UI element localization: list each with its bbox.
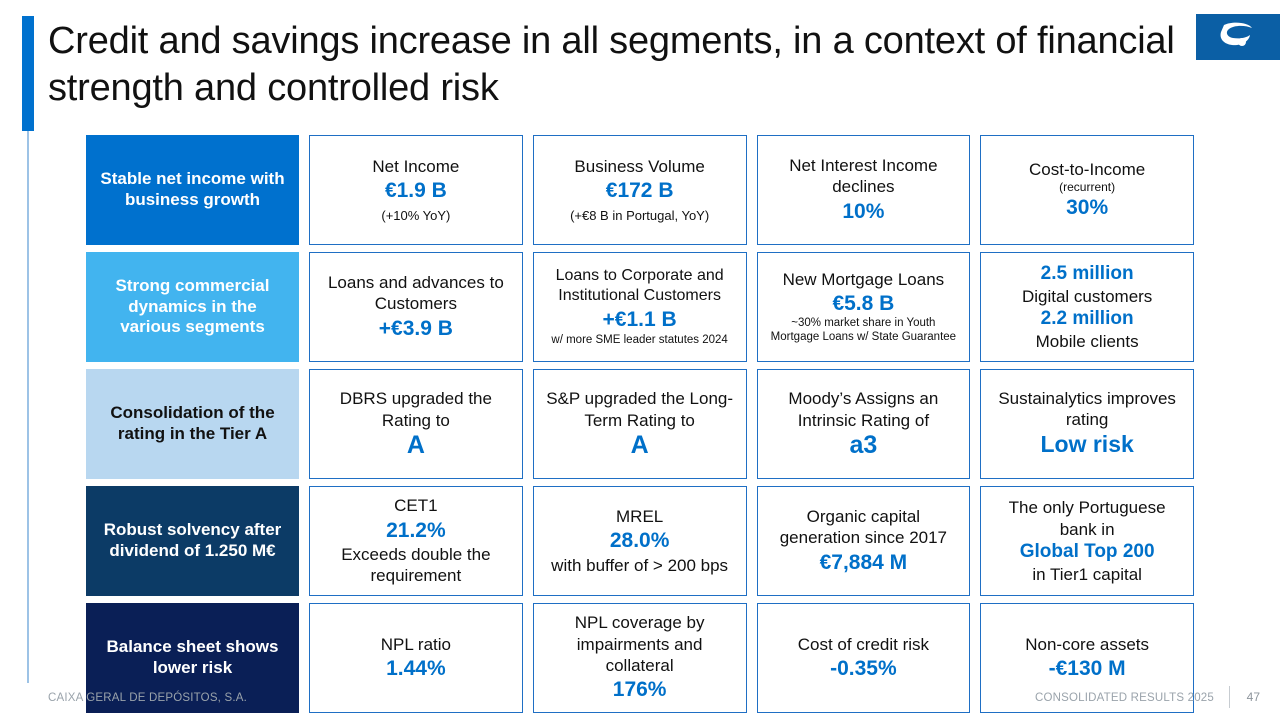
card-value: +€1.1 B: [602, 308, 677, 332]
card-label: Loans to Corporate and Institutional Customers: [555, 267, 724, 305]
card-label: S&P upgraded the Long-Term Rating to: [546, 389, 734, 430]
card-label: Cost-to-Income: [1029, 159, 1146, 179]
card-value: 28.0%: [609, 529, 670, 553]
row-label-robust-solvency: [86, 486, 299, 596]
card-subtext: w/ more SME leader statutes 2024: [551, 333, 728, 346]
card-subtext: (+10% YoY): [381, 208, 451, 224]
card-business-volume: [533, 135, 747, 245]
card-npl-ratio: [309, 603, 523, 713]
card-label: Sustainalytics improves rating: [998, 388, 1176, 430]
footer-company: CAIXA GERAL DE DEPÓSITOS, S.A.: [48, 692, 248, 704]
card-mrel: [533, 486, 747, 596]
card-label: Net Interest Income declines: [789, 156, 938, 197]
accent-bar-top: [22, 16, 34, 131]
card-qualifier: (recurrent): [1059, 179, 1116, 194]
card-digital-customers: [980, 252, 1194, 362]
card-label: MREL: [616, 507, 664, 527]
card-value: +€3.9 B: [378, 316, 453, 340]
card-value: €7,884 M: [819, 550, 908, 574]
row-label-text: Stable net income with business growth: [100, 169, 285, 209]
footer-divider: [1229, 686, 1230, 708]
card-value-secondary: 2.2 million: [1040, 308, 1134, 329]
card-label: Organic capital generation since 2017: [779, 507, 948, 548]
card-note: Exceeds double the requirement: [341, 545, 491, 586]
card-rating: a3: [849, 430, 878, 459]
card-note: in Tier1 capital: [1032, 564, 1142, 584]
card-subtext: (+€8 B in Portugal, YoY): [570, 208, 710, 224]
card-cost-to-income: [980, 135, 1194, 245]
card-label: New Mortgage Loans: [782, 269, 945, 289]
row-label-text: Balance sheet shows lower risk: [106, 637, 279, 677]
card-label: CET1: [394, 496, 438, 516]
card-label: Loans and advances to Customers: [327, 273, 504, 314]
card-value: €5.8 B: [832, 292, 895, 316]
cgd-logo: [1196, 14, 1280, 60]
card-loans-corporate-institutional: [533, 252, 747, 362]
card-sustainalytics-rating: [980, 369, 1194, 479]
row-label-rating-consolidation: [86, 369, 299, 479]
card-value: -€130 M: [1048, 656, 1126, 680]
card-label: NPL ratio: [380, 634, 451, 654]
card-loans-advances-customers: [309, 252, 523, 362]
metrics-grid: [86, 135, 1194, 713]
footer-deck-title: CONSOLIDATED RESULTS 2025: [1034, 692, 1214, 704]
card-global-top-200: [980, 486, 1194, 596]
row-label-commercial-dynamics: [86, 252, 299, 362]
footer-page-number: 47: [1246, 690, 1260, 704]
page-title: Credit and savings increase in all segments, in a context of financial strength and controlled risk: [48, 20, 1175, 110]
card-label: The only Portuguese bank in: [1008, 498, 1166, 539]
card-note: with buffer of > 200 bps: [551, 555, 729, 575]
card-sp-rating: [533, 369, 747, 479]
card-organic-capital-generation: [757, 486, 971, 596]
card-label: Moody’s Assigns an Intrinsic Rating of: [788, 389, 939, 430]
card-new-mortgage-loans: [757, 252, 971, 362]
card-value: -0.35%: [830, 656, 897, 680]
card-cet1: [309, 486, 523, 596]
row-label-text: Robust solvency after dividend of 1.250 M€: [103, 520, 282, 560]
card-value: €1.9 B: [384, 178, 447, 202]
card-value: 176%: [612, 678, 667, 702]
card-label-secondary: Mobile clients: [1035, 331, 1139, 351]
card-label: Cost of credit risk: [797, 634, 930, 654]
card-net-interest-income: [757, 135, 971, 245]
card-value: 21.2%: [386, 518, 446, 542]
card-value: €172 B: [605, 178, 674, 202]
card-label: Net Income: [372, 156, 460, 176]
card-net-income: [309, 135, 523, 245]
card-rating: A: [406, 430, 425, 459]
row-label-stable-net-income: [86, 135, 299, 245]
card-moodys-rating: [757, 369, 971, 479]
card-dbrs-rating: [309, 369, 523, 479]
card-value-primary: 2.5 million: [1040, 263, 1134, 284]
card-value: Low risk: [1040, 431, 1134, 458]
card-value: 10%: [842, 199, 885, 223]
card-label: Business Volume: [574, 156, 705, 176]
card-label-primary: Digital customers: [1021, 286, 1153, 306]
card-value: 1.44%: [386, 656, 446, 680]
card-cost-of-credit-risk: [757, 603, 971, 713]
card-subtext: ~30% market share in Youth Mortgage Loans w/ State Guarantee: [770, 317, 957, 344]
row-label-text: Strong commercial dynamics in the various segments: [115, 275, 270, 337]
card-value: Global Top 200: [1019, 540, 1155, 562]
card-label: Non-core assets: [1025, 634, 1150, 654]
row-label-text: Consolidation of the rating in the Tier A: [110, 403, 275, 443]
card-value: 30%: [1066, 196, 1109, 220]
card-rating: A: [630, 430, 649, 459]
card-label: NPL coverage by impairments and collateral: [574, 613, 705, 675]
card-npl-coverage: [533, 603, 747, 713]
card-label: DBRS upgraded the Rating to: [339, 389, 492, 430]
accent-line-left: [27, 131, 29, 683]
